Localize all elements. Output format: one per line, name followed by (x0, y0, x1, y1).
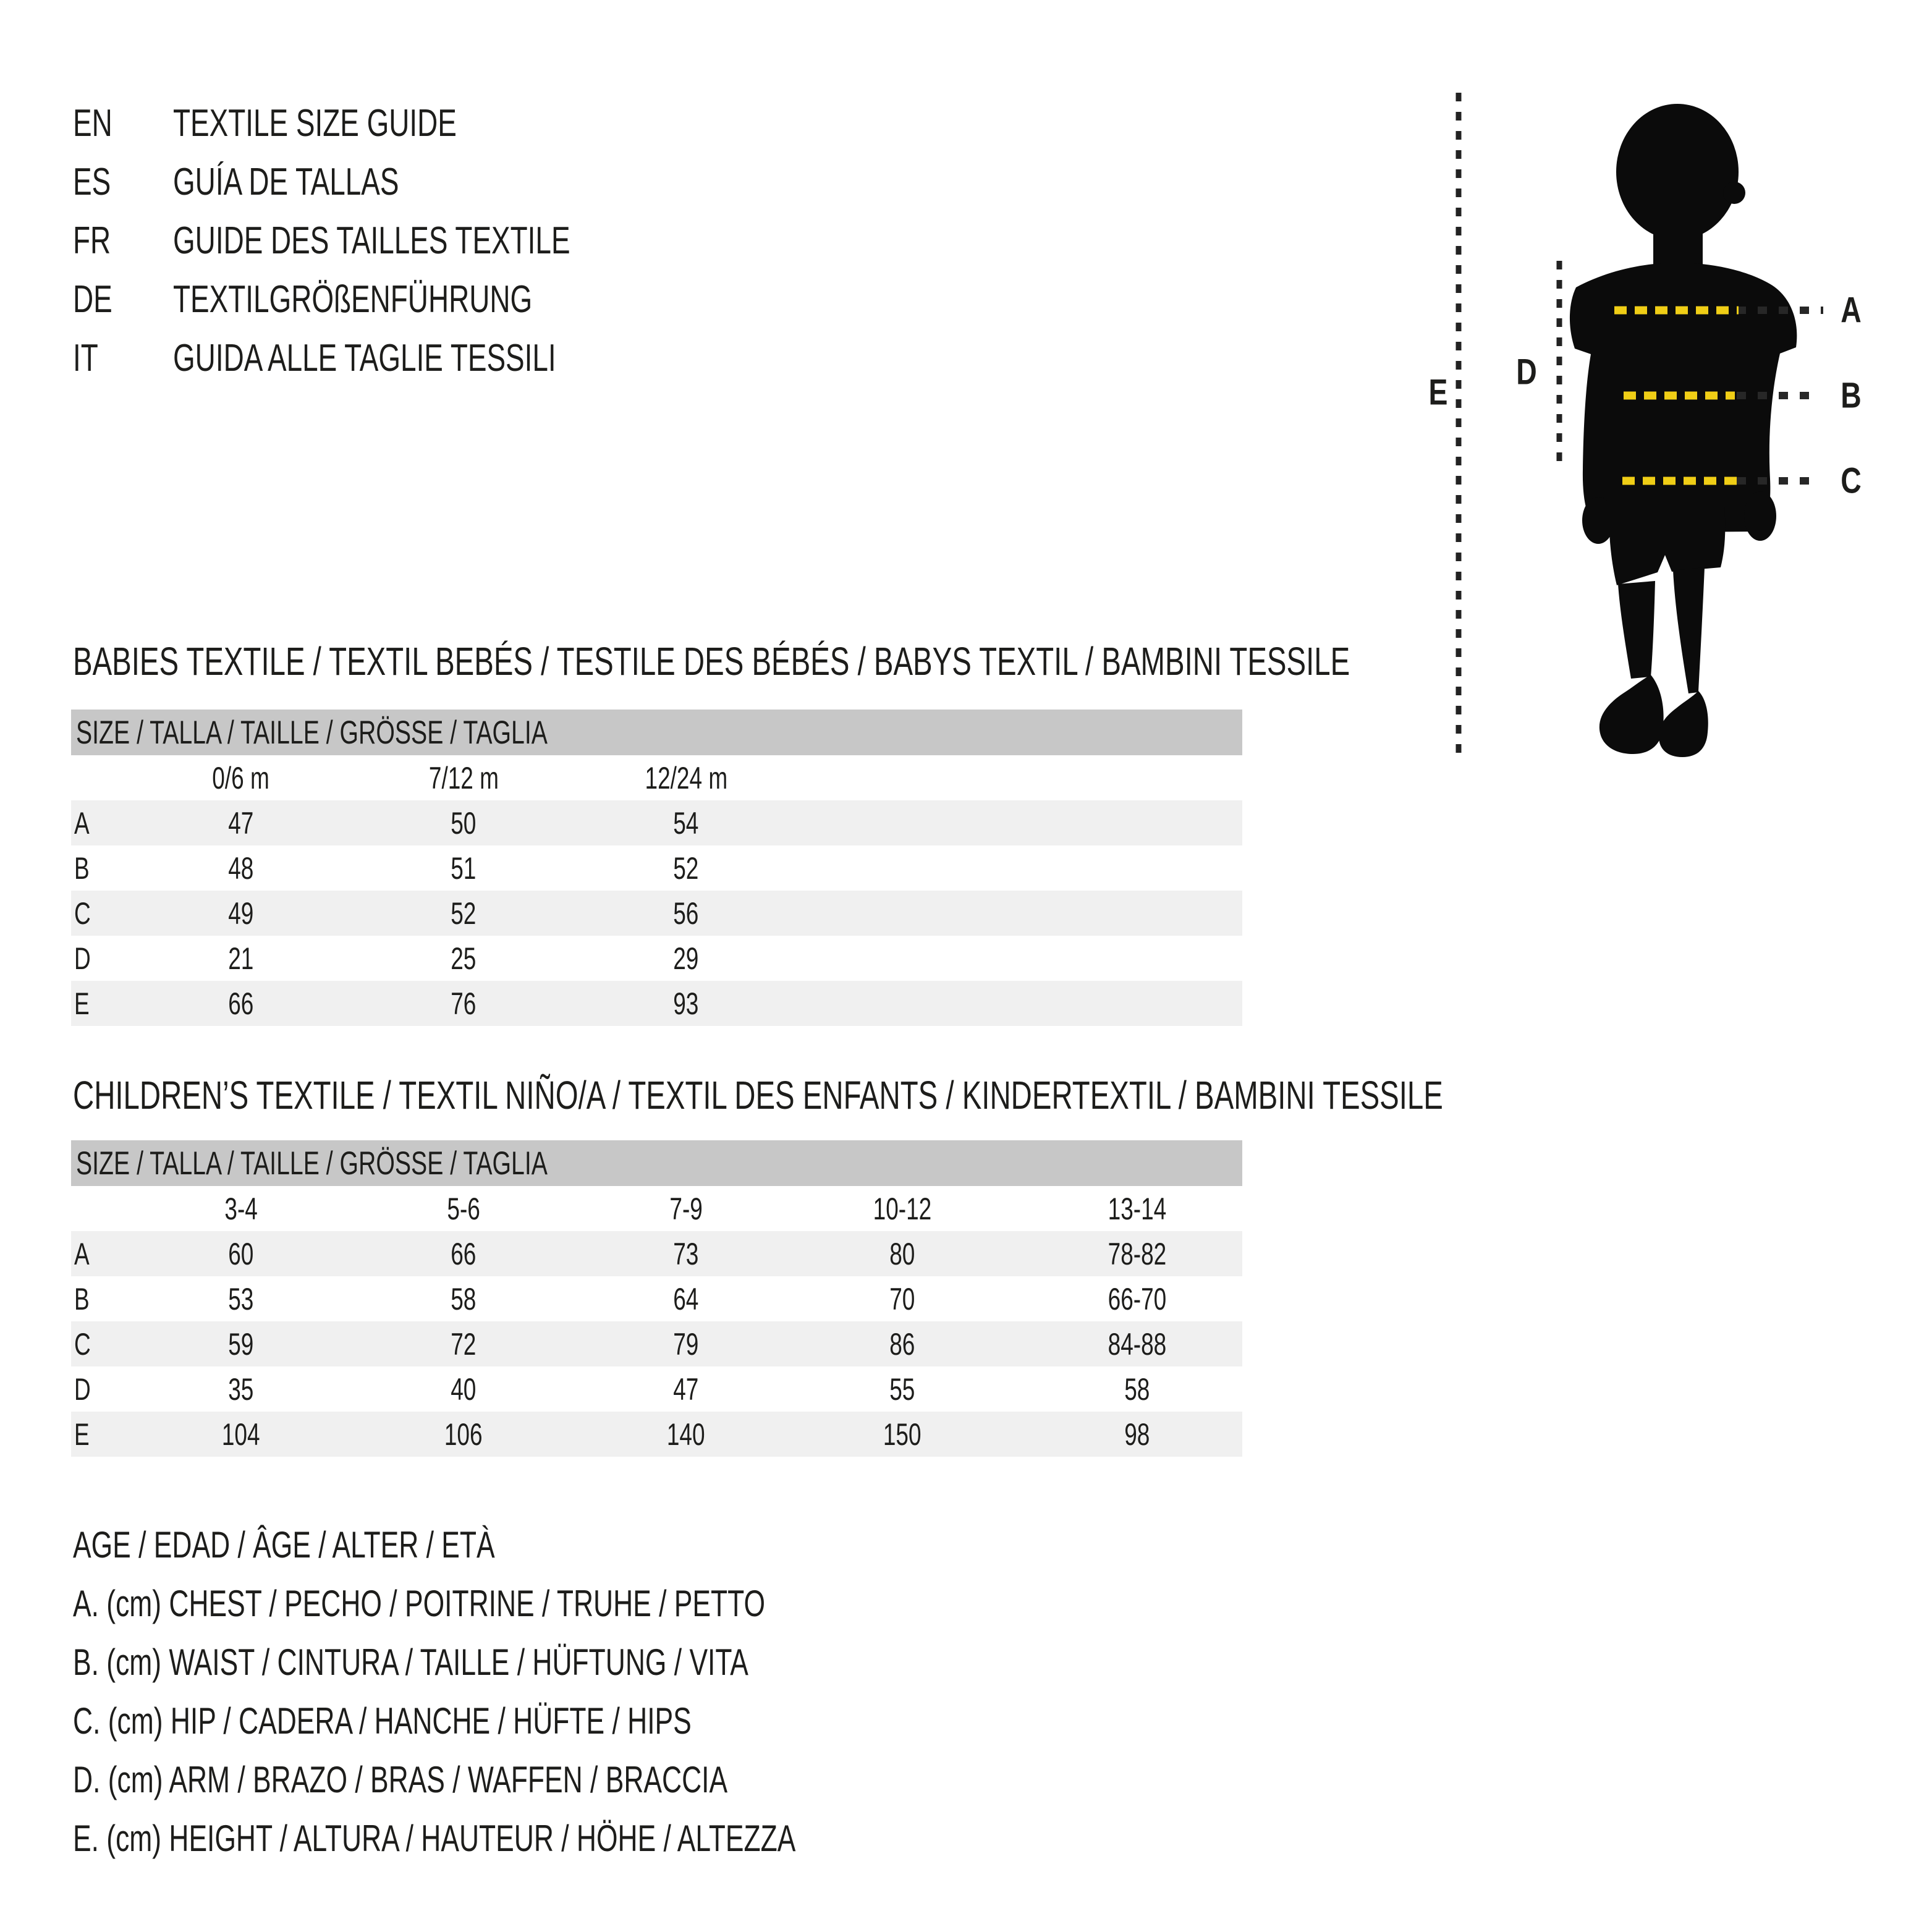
cell-value: 150 (883, 1417, 922, 1452)
babies-col-header: 12/24 m (645, 760, 727, 795)
row-label: E (74, 1417, 90, 1452)
cell-value: 76 (451, 986, 477, 1021)
cell-value: 40 (451, 1371, 477, 1407)
cell-value: 66 (228, 986, 254, 1021)
cell-value: 78-82 (1108, 1236, 1167, 1271)
guide-title-de: TEXTILGRÖßENFÜHRUNG (173, 278, 533, 321)
cell-value: 52 (451, 896, 477, 931)
babies-section-title: BABIES TEXTILE / TEXTIL BEBÉS / TESTILE DES BÉBÉS / BABYS TEXTIL / BAMBINI TESSILE (73, 639, 1350, 684)
row-label: E (74, 986, 90, 1021)
language-row-de (73, 270, 710, 329)
guide-title-es: GUÍA DE TALLAS (173, 161, 399, 203)
children-section-title: CHILDREN’S TEXTILE / TEXTIL NIÑO/A / TEXTIL DES ENFANTS / KINDERTEXTIL / BAMBINI TESSILE (73, 1073, 1443, 1117)
children-col-header: 5-6 (447, 1191, 480, 1226)
language-code: IT (73, 337, 98, 379)
children-col-header: 7-9 (669, 1191, 703, 1226)
cell-value: 50 (451, 805, 477, 841)
cell-value: 64 (673, 1281, 699, 1316)
language-row-en (73, 94, 710, 153)
language-code: ES (73, 161, 111, 203)
table-row (71, 1321, 1242, 1366)
legend-arm: D. (cm) ARM / BRAZO / BRAS / WAFFEN / BRACCIA (73, 1759, 728, 1800)
row-label: A (74, 805, 90, 841)
cell-value: 47 (673, 1371, 699, 1407)
babies-col-header: 0/6 m (212, 760, 270, 795)
table-row (71, 1276, 1242, 1321)
table-row (71, 981, 1242, 1026)
babies-col-header: 7/12 m (428, 760, 499, 795)
babies-size-table (71, 710, 1242, 1026)
child-silhouette-figure (1391, 74, 1932, 816)
cell-value: 49 (228, 896, 254, 931)
table-row (71, 891, 1242, 936)
language-code: DE (73, 278, 112, 321)
cell-value: 66 (451, 1236, 477, 1271)
measure-label-d: D (1516, 352, 1537, 392)
guide-title-fr: GUIDE DES TAILLES TEXTILE (173, 219, 570, 262)
cell-value: 66-70 (1108, 1281, 1167, 1316)
cell-value: 60 (228, 1236, 254, 1271)
row-label: C (74, 1326, 91, 1362)
language-row-fr (73, 211, 710, 270)
cell-value: 98 (1124, 1417, 1150, 1452)
row-label: A (74, 1236, 90, 1271)
measure-label-e: E (1428, 372, 1448, 413)
language-code: FR (73, 219, 111, 262)
cell-value: 86 (889, 1326, 915, 1362)
row-label: D (74, 941, 91, 976)
guide-title-it: GUIDA ALLE TAGLIE TESSILI (173, 337, 556, 379)
cell-value: 80 (889, 1236, 915, 1271)
legend-age: AGE / EDAD / ÂGE / ALTER / ETÀ (73, 1524, 495, 1566)
language-code: EN (73, 102, 112, 145)
row-label: C (74, 896, 91, 931)
cell-value: 73 (673, 1236, 699, 1271)
table-row (71, 936, 1242, 981)
children-col-header: 3-4 (224, 1191, 258, 1226)
cell-value: 52 (673, 850, 699, 886)
children-column-header-row (71, 1186, 1242, 1231)
cell-value: 47 (228, 805, 254, 841)
cell-value: 56 (673, 896, 699, 931)
measurement-legend (73, 1515, 1049, 1868)
children-col-header: 13-14 (1108, 1191, 1167, 1226)
babies-column-header-row (71, 755, 1242, 800)
cell-value: 29 (673, 941, 699, 976)
language-row-es (73, 153, 710, 211)
cell-value: 48 (228, 850, 254, 886)
cell-value: 55 (889, 1371, 915, 1407)
cell-value: 84-88 (1108, 1326, 1167, 1362)
table-row (71, 1412, 1242, 1457)
legend-hip: C. (cm) HIP / CADERA / HANCHE / HÜFTE / HIPS (73, 1700, 692, 1742)
cell-value: 70 (889, 1281, 915, 1316)
cell-value: 35 (228, 1371, 254, 1407)
cell-value: 58 (451, 1281, 477, 1316)
cell-value: 140 (667, 1417, 705, 1452)
row-label: B (74, 850, 90, 886)
table-row (71, 800, 1242, 845)
children-size-header-band: SIZE / TALLA / TAILLE / GRÖSSE / TAGLIA (71, 1140, 1242, 1186)
legend-height: E. (cm) HEIGHT / ALTURA / HAUTEUR / HÖHE / ALTEZZA (73, 1818, 796, 1859)
measure-label-c: C (1841, 460, 1862, 501)
cell-value: 104 (222, 1417, 260, 1452)
cell-value: 79 (673, 1326, 699, 1362)
row-label: D (74, 1371, 91, 1407)
cell-value: 59 (228, 1326, 254, 1362)
guide-title-en: TEXTILE SIZE GUIDE (173, 102, 457, 145)
cell-value: 54 (673, 805, 699, 841)
cell-value: 53 (228, 1281, 254, 1316)
children-size-table (71, 1140, 1242, 1457)
children-col-header: 10-12 (873, 1191, 932, 1226)
babies-size-header-band: SIZE / TALLA / TAILLE / GRÖSSE / TAGLIA (71, 710, 1242, 755)
language-row-it (73, 329, 710, 388)
cell-value: 58 (1124, 1371, 1150, 1407)
measure-label-b: B (1841, 375, 1862, 416)
legend-waist: B. (cm) WAIST / CINTURA / TAILLE / HÜFTUNG / VITA (73, 1642, 748, 1683)
language-title-block (73, 94, 710, 388)
table-row (71, 1366, 1242, 1412)
cell-value: 72 (451, 1326, 477, 1362)
cell-value: 93 (673, 986, 699, 1021)
table-row (71, 845, 1242, 891)
cell-value: 25 (451, 941, 477, 976)
measure-label-a: A (1841, 290, 1862, 331)
cell-value: 106 (444, 1417, 483, 1452)
table-row (71, 1231, 1242, 1276)
cell-value: 21 (228, 941, 254, 976)
legend-chest: A. (cm) CHEST / PECHO / POITRINE / TRUHE / PETTO (73, 1583, 766, 1624)
row-label: B (74, 1281, 90, 1316)
cell-value: 51 (451, 850, 477, 886)
